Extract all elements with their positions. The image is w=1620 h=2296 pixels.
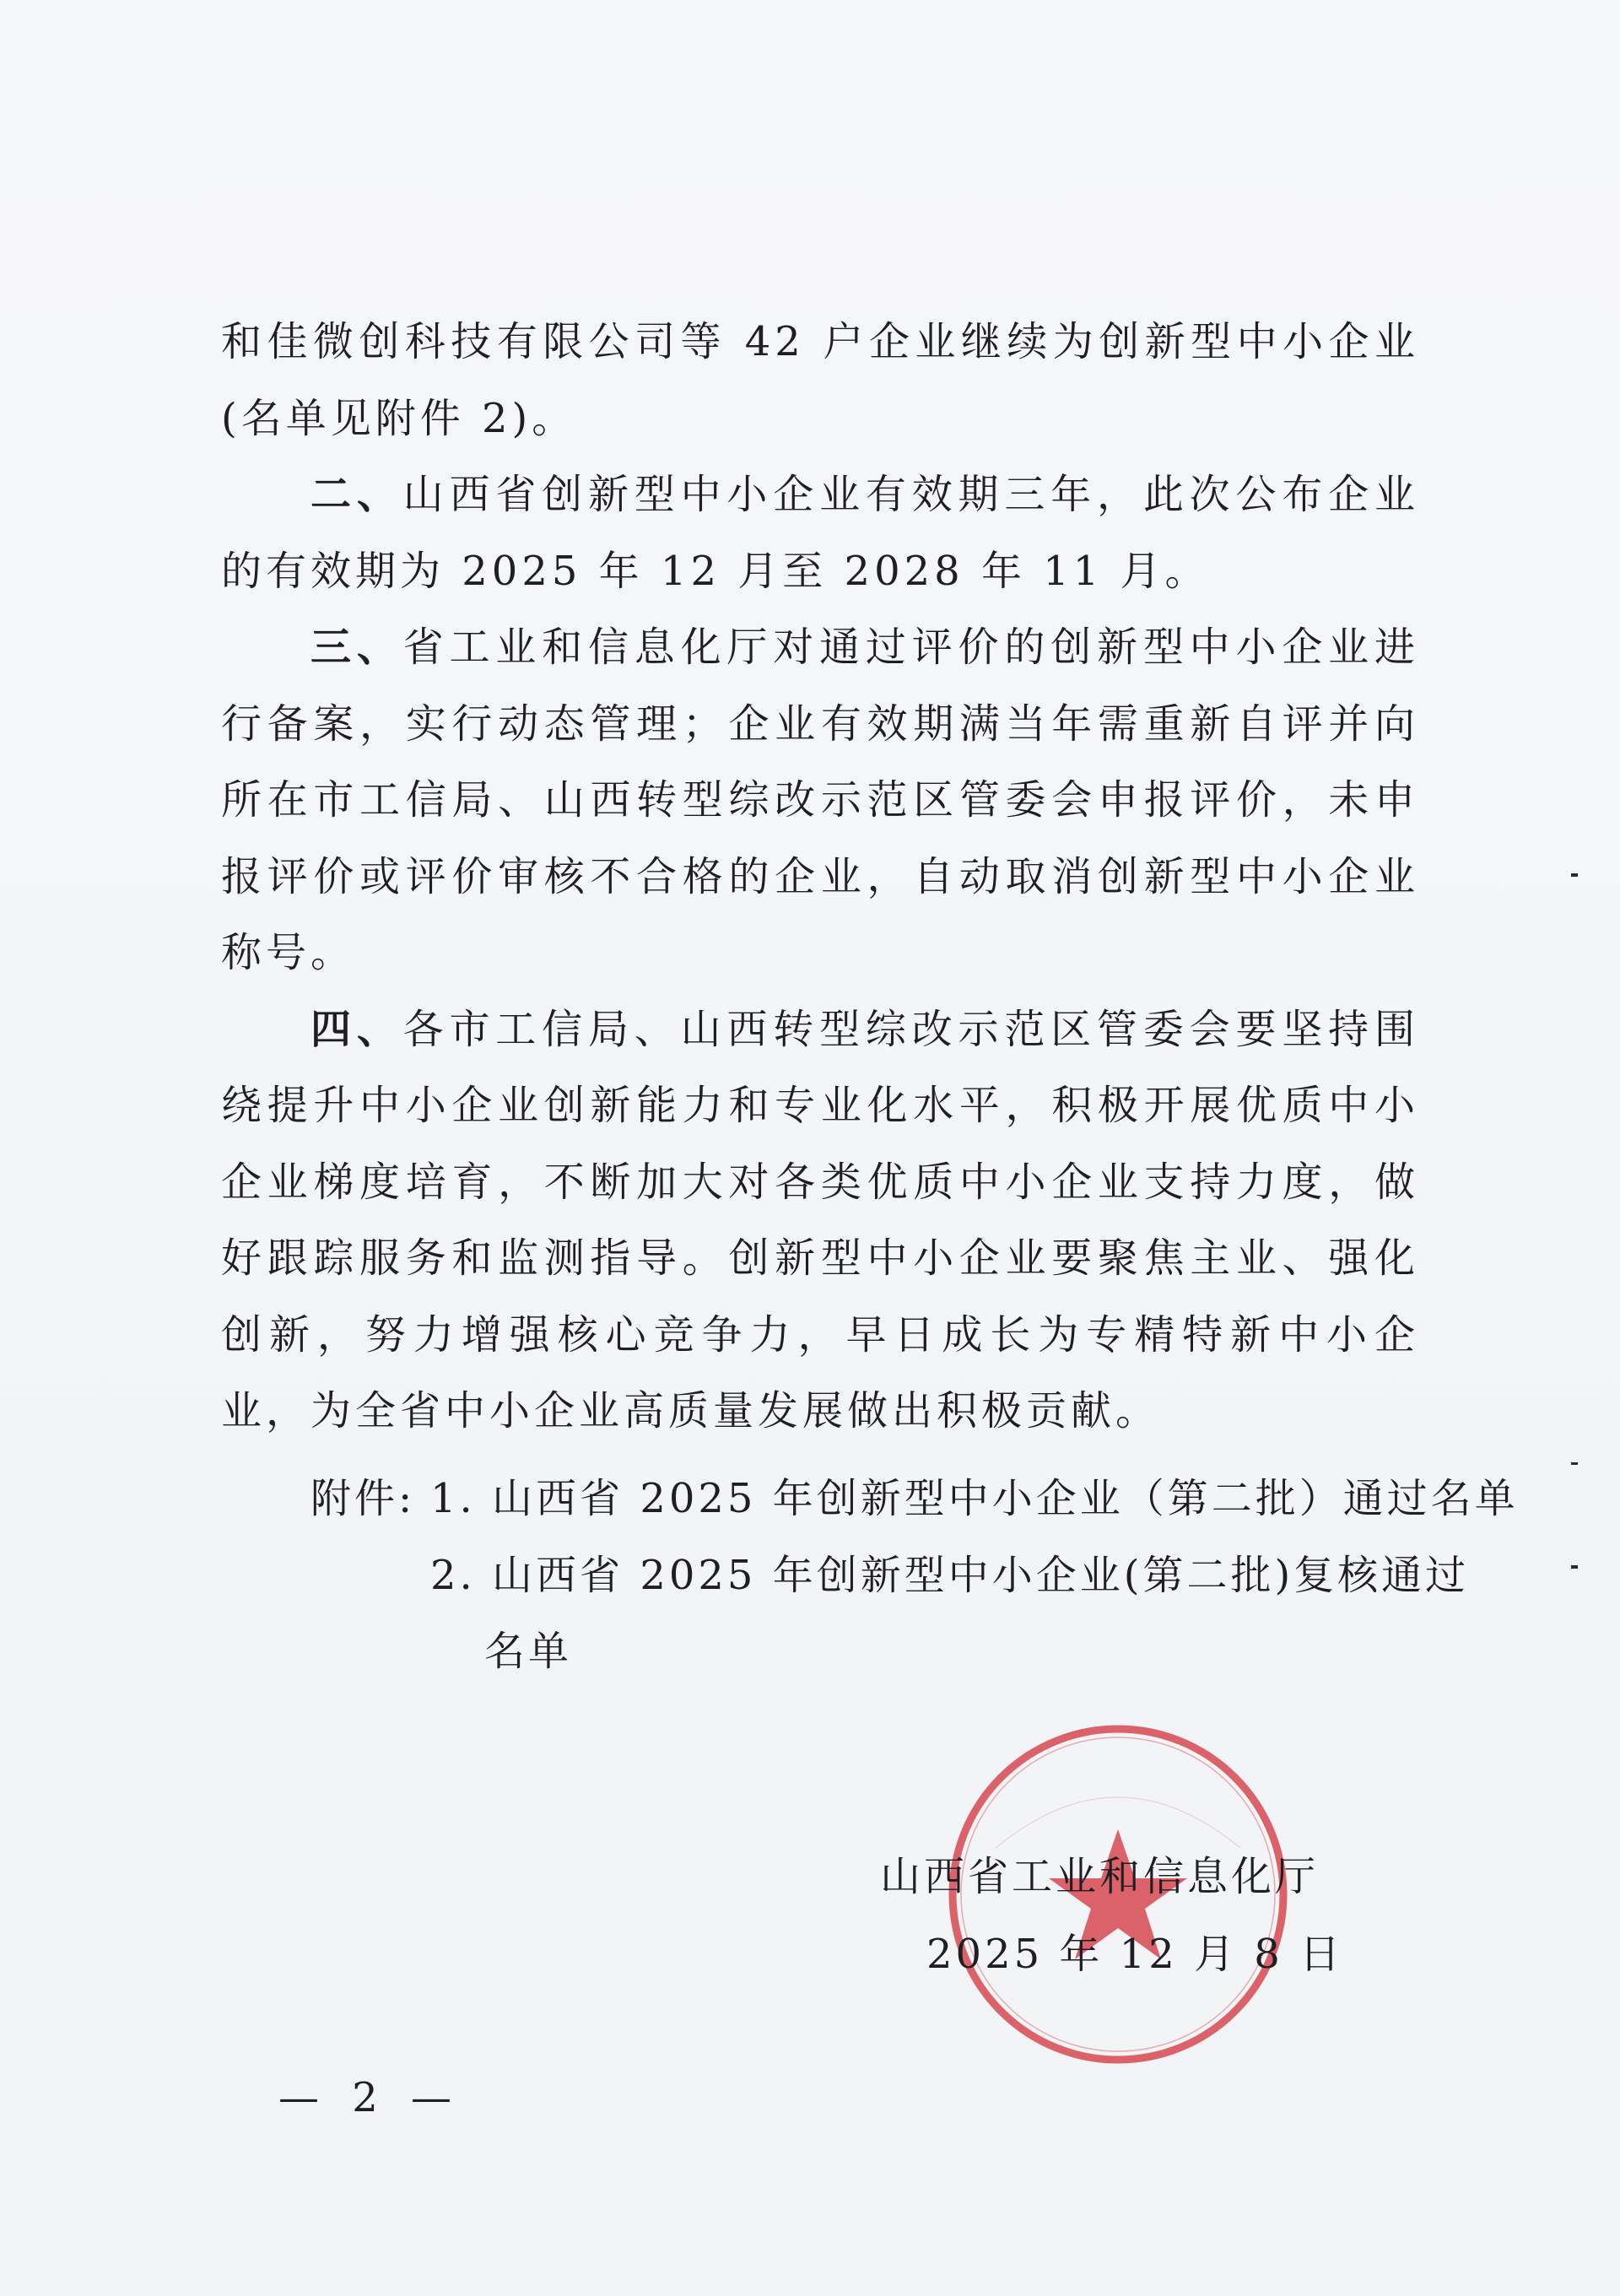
attachment-item-2-line-1: 2. 山西省 2025 年创新型中小企业(第二批)复核通过 — [430, 1552, 1470, 1599]
page-number: — 2 — — [278, 2074, 462, 2121]
body-text — [221, 304, 1419, 1450]
scan-speck — [1571, 1462, 1578, 1465]
paragraph-1: 和佳微创科技有限公司等 42 户企业继续为创新型中小企业(名单见附件 2)。 — [221, 318, 1419, 442]
section-number-2: 二、 — [310, 471, 403, 518]
signature-date: 2025 年 12 月 8 日 — [926, 1931, 1344, 1978]
paragraph-3 — [221, 609, 1419, 991]
paragraph-2 — [221, 456, 1419, 609]
paragraph-3-text: 省工业和信息化厅对通过评价的创新型中小企业进行备案，实行动态管理；企业有效期满当年需重新自评并向所在市工信局、山西转型综改示范区管委会申报评价，未申报评价或评价审核不合格的企业，自动取消创新型中小企业称号。 — [221, 624, 1419, 976]
paragraph-4-text: 各市工信局、山西转型综改示范区管委会要坚持围绕提升中小企业创新能力和专业化水平，积极开展优质中小企业梯度培育，不断加大对各类优质中小企业支持力度，做好跟踪服务和监测指导。创新型中小企业要聚焦主业、强化创新，努力增强核心竞争力，早日成长为专精特新中小企业，为全省中小企业高质量发展做出积极贡献。 — [221, 1005, 1419, 1434]
attachments-label: 附件: — [310, 1475, 416, 1522]
scan-speck — [1571, 873, 1578, 877]
scan-speck — [1571, 1565, 1578, 1569]
attachment-item-1: 1. 山西省 2025 年创新型中小企业（第二批）通过名单 — [430, 1475, 1519, 1522]
paragraph-2-text: 山西省创新型中小企业有效期三年，此次公布企业的有效期为 2025 年 12 月至 2028 年 11 月。 — [221, 471, 1419, 595]
attachment-item-2-line-2: 名单 — [484, 1628, 573, 1675]
paragraph-4 — [221, 991, 1419, 1450]
section-number-4: 四、 — [310, 1005, 403, 1053]
signature-organization: 山西省工业和信息化厅 — [880, 1853, 1320, 1900]
section-number-3: 三、 — [310, 624, 403, 671]
